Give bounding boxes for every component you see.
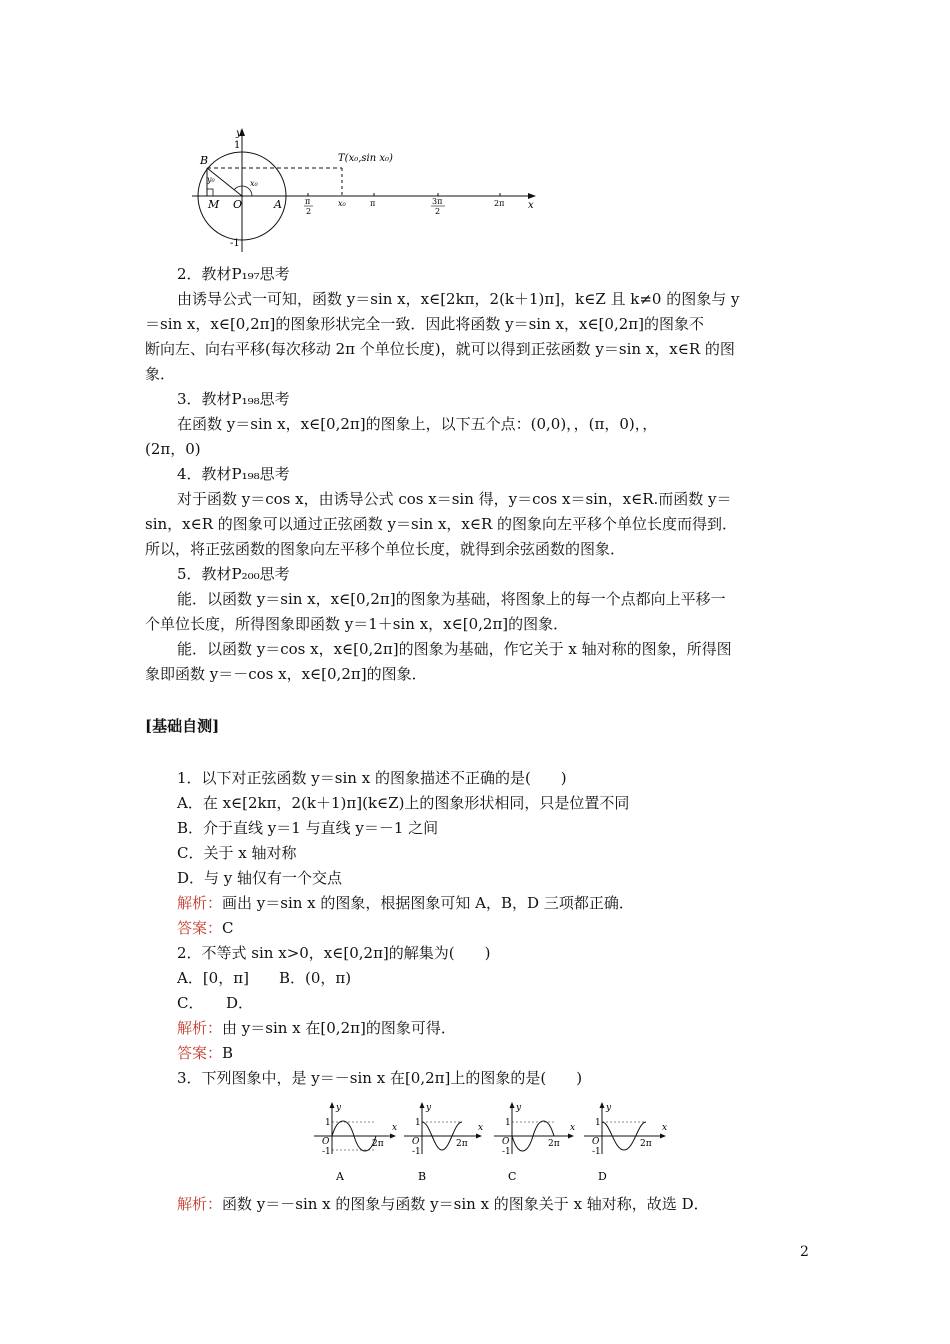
- label-x0-angle: x₀: [250, 179, 258, 188]
- label-o: O: [592, 1137, 600, 1147]
- graph-d: [584, 1102, 667, 1183]
- label-two-pi: 2π: [494, 199, 505, 208]
- item-2-heading: 2．教材P₁₉₇思考: [177, 265, 290, 283]
- x-arrow: [660, 1134, 666, 1139]
- analysis-3: [177, 1194, 709, 1214]
- paragraph-line: 在函数 y＝sin x，x∈[0,2π]的图象上，以下五个点：(0,0)，，(π，0)，，: [177, 415, 658, 433]
- section-heading: [基础自测]: [145, 717, 220, 735]
- graph-c: [494, 1102, 575, 1183]
- y-arrow: [510, 1102, 515, 1108]
- analysis-1: [177, 893, 634, 913]
- label-pi: π: [370, 199, 376, 208]
- label-one: 1: [415, 1118, 421, 1128]
- question-3: 3．下列图象中，是 y＝－sin x 在[0,2π]上的图象的是( ): [177, 1069, 583, 1087]
- label-three-pi-num: 3π: [432, 197, 443, 206]
- label-y: y: [606, 1103, 612, 1113]
- option-b: B．介于直线 y＝1 与直线 y＝－1 之间: [177, 819, 439, 837]
- options-graphs: [300, 1100, 680, 1186]
- label-x: x: [478, 1123, 484, 1133]
- analysis-text: 由 y＝sin x 在[0,2π]的图象可得．: [222, 1019, 456, 1037]
- label-two-pi: 2π: [548, 1139, 560, 1149]
- label-pi-half-num: π: [305, 197, 311, 206]
- paragraph-line: 个单位长度，所得图象即函数 y＝1＋sin x，x∈[0,2π]的图象．: [145, 615, 569, 633]
- analysis-text: 函数 y＝－sin x 的图象与函数 y＝sin x 的图象关于 x 轴对称，故选 D．: [222, 1195, 709, 1213]
- paragraph-line: 所以，将正弦函数的图象向左平移个单位长度，就得到余弦函数的图象．: [145, 540, 626, 558]
- answer-2: [177, 1043, 233, 1063]
- x-arrow: [476, 1134, 482, 1139]
- label-o: O: [233, 198, 243, 211]
- label-x: x: [528, 200, 534, 211]
- x-axis-arrow: [528, 193, 536, 199]
- analysis-2: [177, 1018, 456, 1038]
- label-y0: y₀: [207, 175, 215, 184]
- analysis-label: 解析：: [177, 1195, 223, 1213]
- label-y: y: [426, 1103, 432, 1113]
- label-o: O: [322, 1137, 330, 1147]
- label-neg-one: -1: [592, 1147, 601, 1157]
- page-number: 2: [800, 1244, 809, 1260]
- label-one: 1: [505, 1118, 511, 1128]
- label-two-pi: 2π: [372, 1139, 384, 1149]
- graph-b: [404, 1102, 483, 1183]
- option-label: C: [508, 1170, 517, 1183]
- label-t: T(x₀,sin x₀): [338, 153, 393, 164]
- label-one: 1: [234, 140, 241, 151]
- paragraph-line: 断向左、向右平移(每次移动 2π 个单位长度)，就可以得到正弦函数 y＝sin x，x∈R 的图: [145, 340, 735, 358]
- analysis-text: 画出 y＝sin x 的图象，根据图象可知 A，B，D 三项都正确．: [222, 894, 634, 912]
- label-x: x: [662, 1123, 668, 1133]
- label-y: y: [336, 1103, 342, 1113]
- label-m: M: [208, 198, 220, 211]
- label-o: O: [502, 1137, 510, 1147]
- answer-1: [177, 918, 234, 938]
- label-neg-one: -1: [322, 1147, 331, 1157]
- label-a: A: [274, 198, 282, 211]
- answer-label: 答案：: [177, 1044, 223, 1062]
- label-pi-half-den: 2: [306, 207, 312, 216]
- right-angle-mark: [207, 189, 213, 196]
- label-y: y: [236, 128, 242, 139]
- option-c: C．关于 x 轴对称: [177, 844, 297, 862]
- paragraph-line: 能．以函数 y＝sin x，x∈[0,2π]的图象为基础，将图象上的每一个点都向上平移一: [177, 590, 726, 608]
- answer-value: B: [222, 1044, 234, 1062]
- options-ab: A．[0，π] B．(0，π): [177, 969, 352, 987]
- label-two-pi: 2π: [456, 1139, 468, 1149]
- unit-circle-figure: [190, 124, 540, 256]
- label-y: y: [516, 1103, 522, 1113]
- x-arrow: [568, 1134, 574, 1139]
- label-two-pi: 2π: [640, 1139, 652, 1149]
- label-neg-one: -1: [230, 238, 240, 249]
- y-arrow: [600, 1102, 605, 1108]
- y-arrow: [330, 1102, 335, 1108]
- label-o: O: [412, 1137, 420, 1147]
- options-cd: C． D．: [177, 994, 254, 1012]
- label-b: B: [200, 154, 209, 167]
- label-neg-one: -1: [412, 1147, 421, 1157]
- option-a: A．在 x∈[2kπ，2(k＋1)π](k∈Z)上的图象形状相同，只是位置不同: [177, 794, 630, 812]
- graph-a: [314, 1102, 397, 1183]
- option-label: D: [598, 1170, 607, 1183]
- item-5-heading: 5．教材P₂₀₀思考: [177, 565, 290, 583]
- paragraph-line: 由诱导公式一可知，函数 y＝sin x，x∈[2kπ，2(k＋1)π]，k∈Z 且 k≠0 的图象与 y: [177, 290, 740, 308]
- label-three-pi-den: 2: [435, 207, 441, 216]
- paragraph-line: 象．: [145, 365, 176, 383]
- x-arrow: [390, 1134, 396, 1139]
- question-2: 2．不等式 sin x>0，x∈[0,2π]的解集为( ): [177, 944, 491, 962]
- label-x0-axis: x₀: [338, 199, 346, 208]
- paragraph-line: sin，x∈R 的图象可以通过正弦函数 y＝sin x，x∈R 的图象向左平移个单位长度而得到．: [145, 515, 738, 533]
- item-3-heading: 3．教材P₁₉₈思考: [177, 390, 290, 408]
- label-x: x: [570, 1123, 576, 1133]
- paragraph-line: 象即函数 y＝－cos x，x∈[0,2π]的图象．: [145, 665, 427, 683]
- paragraph-line: 对于函数 y＝cos x，由诱导公式 cos x＝sin 得，y＝cos x＝sin，x∈R.而函数 y＝: [177, 490, 732, 508]
- option-label: B: [418, 1170, 427, 1183]
- label-neg-one: -1: [502, 1147, 511, 1157]
- item-4-heading: 4．教材P₁₉₈思考: [177, 465, 290, 483]
- analysis-label: 解析：: [177, 1019, 223, 1037]
- answer-label: 答案：: [177, 919, 223, 937]
- analysis-label: 解析：: [177, 894, 223, 912]
- label-one: 1: [325, 1118, 331, 1128]
- answer-value: C: [222, 919, 234, 937]
- option-d: D．与 y 轴仅有一个交点: [177, 869, 343, 887]
- label-one: 1: [595, 1118, 601, 1128]
- paragraph-line: 能．以函数 y＝cos x，x∈[0,2π]的图象为基础，作它关于 x 轴对称的图象，所得图: [177, 640, 732, 658]
- question-1: 1．以下对正弦函数 y＝sin x 的图象描述不正确的是( ): [177, 769, 567, 787]
- y-arrow: [420, 1102, 425, 1108]
- label-x: x: [392, 1123, 398, 1133]
- paragraph-line: ＝sin x，x∈[0,2π]的图象形状完全一致．因此将函数 y＝sin x，x∈[0,2π]的图象不: [145, 315, 704, 333]
- option-label: A: [336, 1170, 344, 1183]
- paragraph-line: (2π，0): [145, 440, 201, 458]
